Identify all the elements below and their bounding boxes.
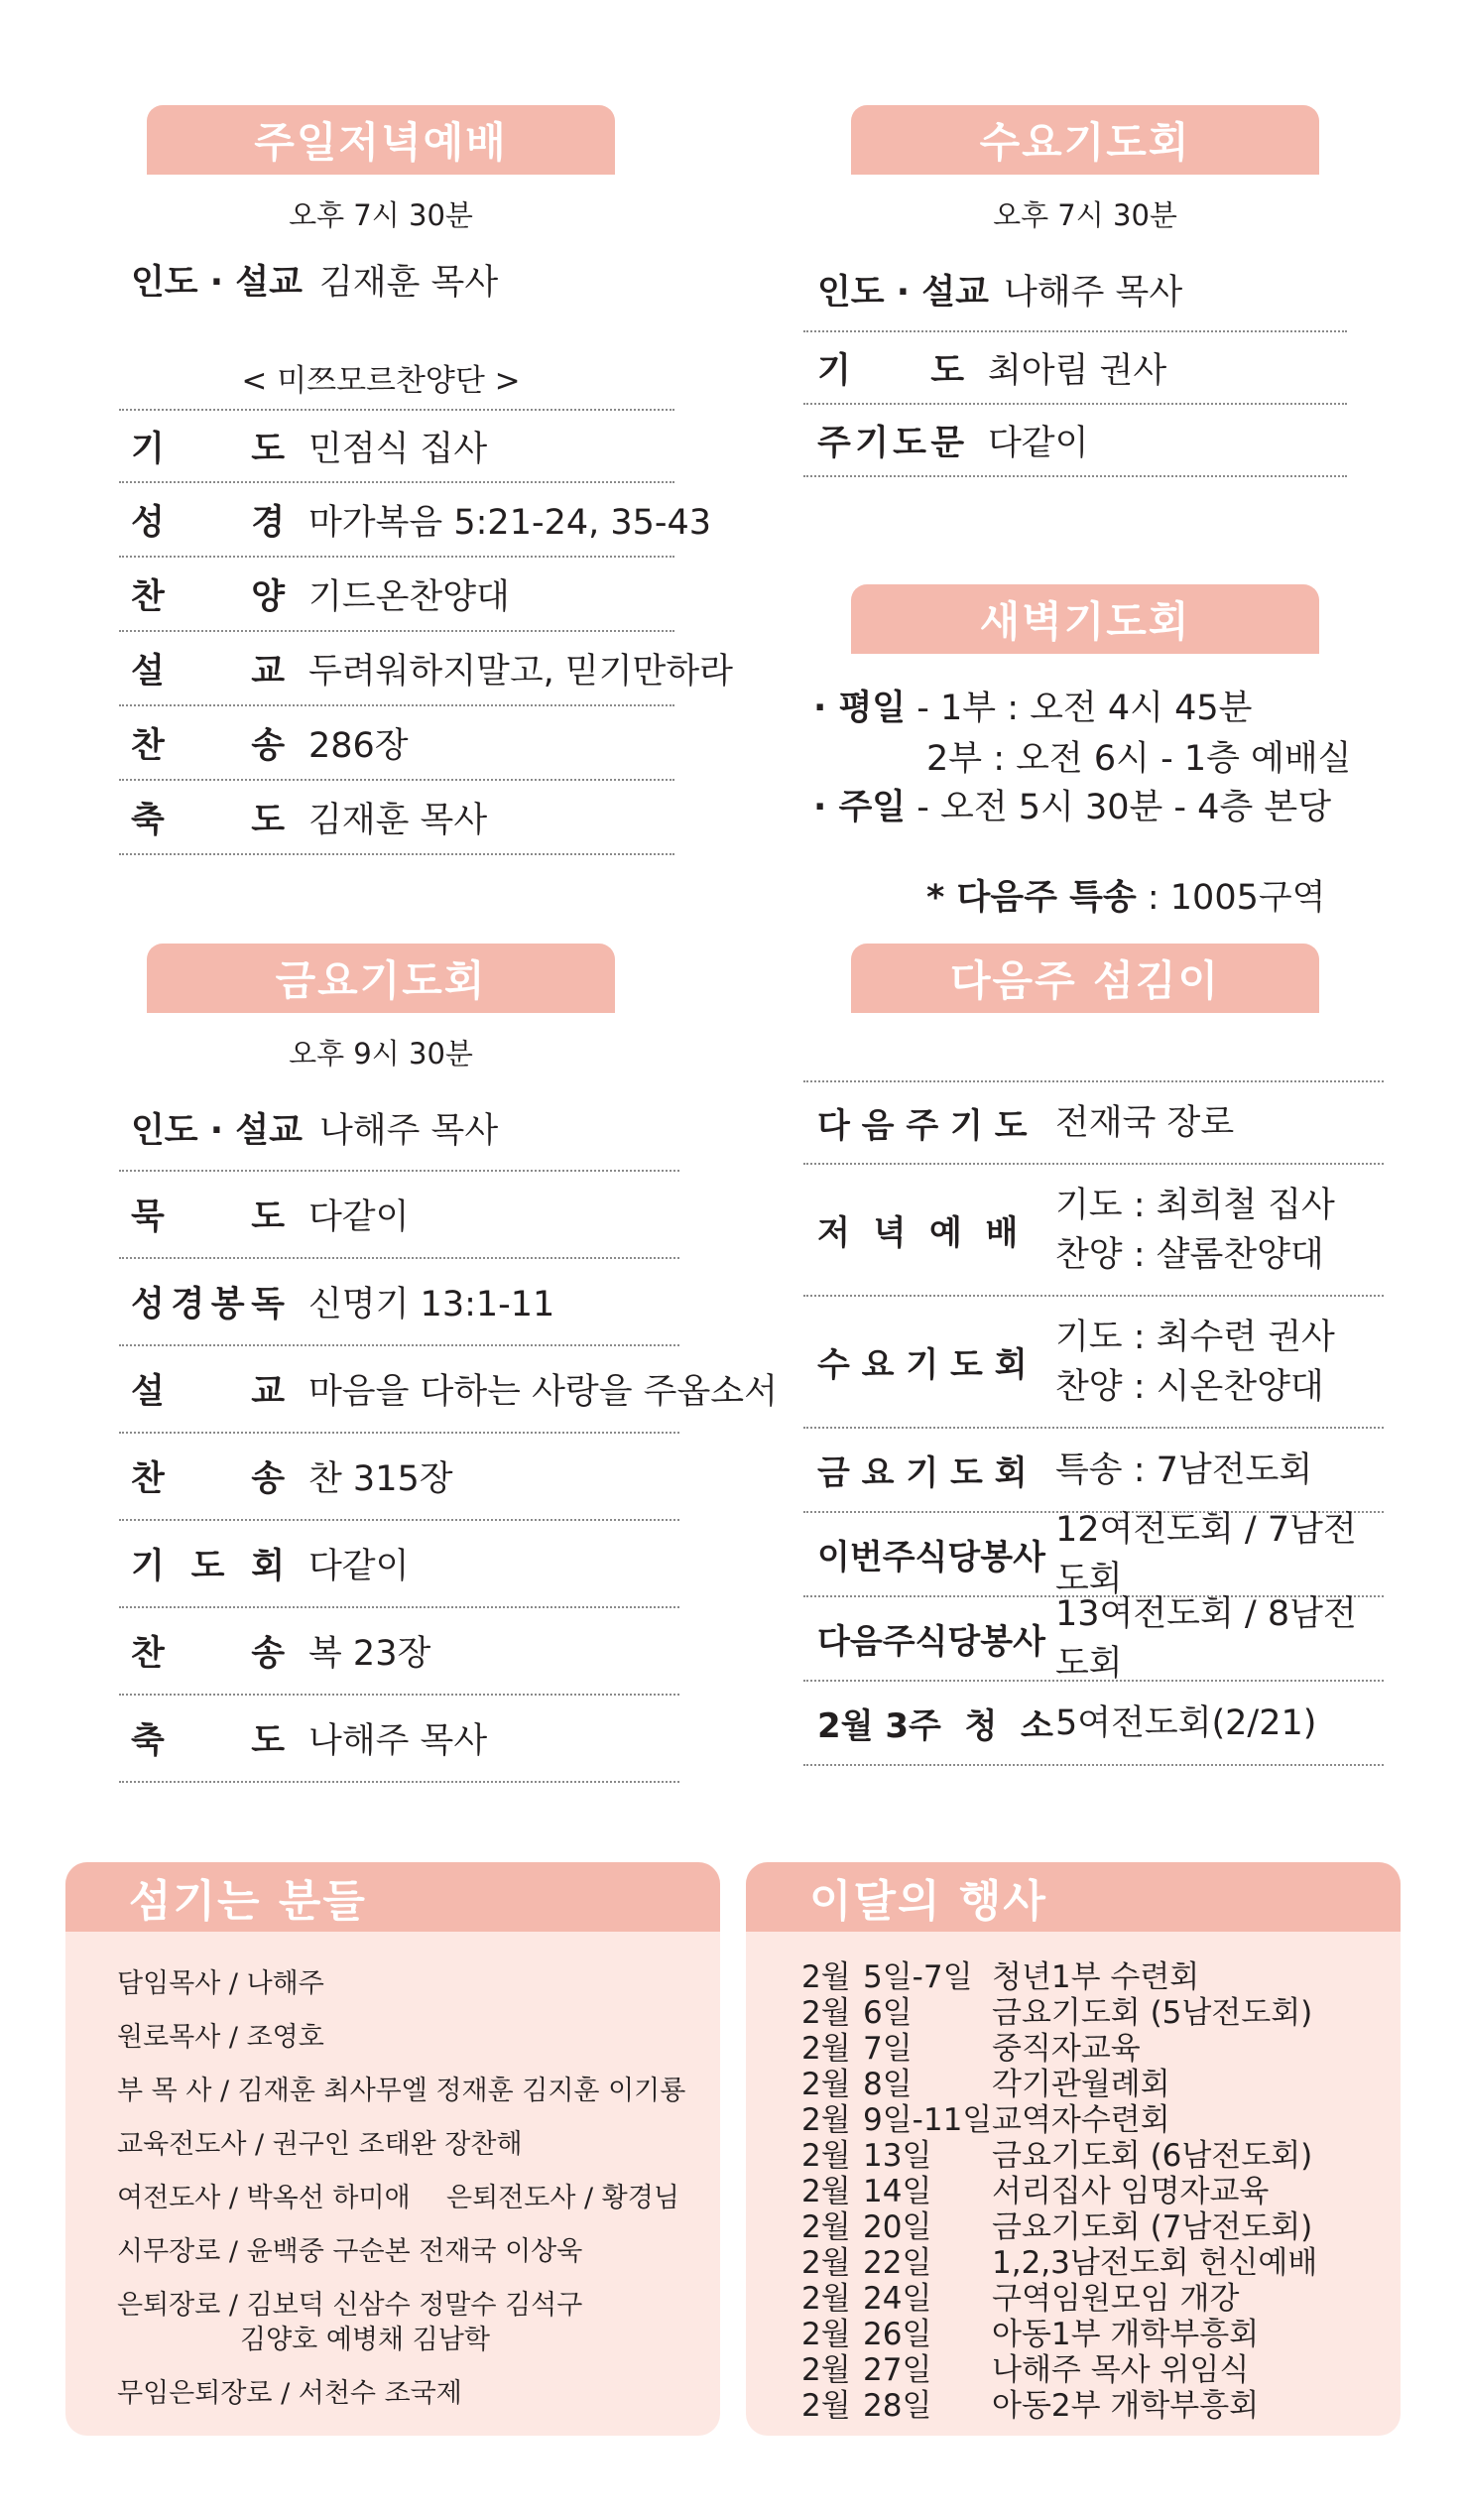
wednesday-leader-row	[803, 248, 1347, 332]
staff-female-evangelist: 여전도사 / 박옥선 하미애	[117, 2183, 411, 2213]
event-day: 13일	[863, 2138, 932, 2174]
event-item	[801, 2138, 1312, 2174]
event-day: 20일	[863, 2209, 932, 2245]
row-label	[119, 1539, 285, 1588]
row-label-char: 기	[131, 1547, 165, 1586]
friday-row	[119, 1696, 679, 1783]
row-value	[1055, 1446, 1312, 1495]
dawn-special	[926, 870, 1326, 920]
row-value-line: 13여전도회 / 8남전도회	[1055, 1593, 1357, 1684]
row-label	[119, 1364, 285, 1414]
sunday-evening-row	[119, 706, 674, 781]
staff-retired-elders-2: 김양호 예병채 김남학	[240, 2325, 490, 2355]
row-value-line: 기도 : 최희철 집사	[1055, 1185, 1335, 1225]
sunday-evening-row	[119, 558, 674, 632]
dawn-sunday	[813, 780, 1331, 829]
event-title: 금요기도회 (7남전도회)	[992, 2209, 1313, 2245]
friday-header: 금요기도회	[147, 944, 615, 1013]
row-value-line: 12여전도회 / 7남전도회	[1055, 1509, 1357, 1599]
row-label-char: 봉	[210, 1285, 245, 1324]
leader-value: 김재훈 목사	[319, 263, 499, 303]
row-label	[119, 793, 285, 842]
event-title: 금요기도회 (5남전도회)	[992, 1995, 1313, 2031]
dawn-weekday	[813, 681, 1252, 730]
leader-label: 인도 · 설교	[131, 1111, 303, 1151]
sunday-evening-row	[119, 409, 674, 483]
row-label-char: 성	[131, 502, 165, 543]
row-label	[119, 1713, 285, 1763]
staff-retired-evangelist: 은퇴전도사 / 황경님	[446, 2183, 679, 2213]
event-title: 각기관월례회	[992, 2067, 1170, 2102]
row-value: 마음을 다하는 사랑을 주옵소서	[308, 1372, 778, 1412]
event-item	[801, 2317, 1259, 2352]
friday-row	[119, 1172, 679, 1259]
row-value	[1055, 1313, 1335, 1412]
event-item	[801, 2174, 1269, 2209]
event-day: 22일	[863, 2245, 932, 2281]
row-label-char: 송	[251, 725, 285, 766]
event-item	[801, 2102, 1170, 2138]
events-header: 이달의 행사	[746, 1862, 1401, 1932]
row-value-line: 찬양 : 샬롬찬양대	[1055, 1234, 1324, 1275]
row-label-char: 찬	[131, 1634, 165, 1674]
row-label-char: 도	[251, 1721, 285, 1761]
row-value: 민점식 집사	[308, 429, 488, 469]
event-day: 9일-11일	[863, 2102, 993, 2138]
dawn-special-label: * 다음주 특송	[926, 878, 1137, 918]
sunday-evening-row	[119, 632, 733, 706]
row-value-line: 전재국 장로	[1055, 1102, 1235, 1143]
friday-row	[119, 1608, 679, 1696]
event-day: 6일	[863, 1995, 913, 2031]
sunday-evening-leader-row	[119, 250, 674, 310]
row-value: 김재훈 목사	[308, 800, 488, 840]
row-label-char: 찬	[131, 1459, 165, 1499]
staff-education: 교육전도사 / 권구인 조태완 장찬해	[117, 2129, 523, 2160]
event-month: 2월	[801, 2388, 851, 2424]
row-label-char: 묵	[131, 1197, 165, 1237]
row-value: 복 23장	[308, 1634, 431, 1674]
row-value: 두려워하지말고, 믿기만하라	[308, 651, 733, 692]
dawn-weekday-2: 2부 : 오전 6시 - 1층 예배실	[926, 739, 1352, 779]
event-title: 나해주 목사 위임식	[992, 2352, 1250, 2388]
next-week-header: 다음주 섬김이	[851, 944, 1319, 1013]
row-label	[119, 422, 285, 471]
staff-associate: 부 목 사 / 김재훈 최사무엘 정재훈 김지훈 이기룡	[117, 2076, 686, 2106]
event-day: 14일	[863, 2174, 932, 2209]
event-item	[801, 2388, 1259, 2424]
row-value-line: 기도 : 최수련 권사	[1055, 1317, 1335, 1357]
leader-value: 나해주 목사	[1004, 272, 1183, 313]
row-label-char: 도	[893, 423, 926, 463]
row-label-char: 주	[817, 423, 851, 463]
row-value-line: 찬양 : 시온찬양대	[1055, 1366, 1324, 1407]
row-label: 다 음 주 기 도	[817, 1106, 1028, 1146]
row-label-char: 도	[190, 1547, 225, 1586]
row-label	[803, 416, 964, 465]
event-title: 구역임원모임 개강	[992, 2281, 1240, 2317]
sunday-evening-choir: < 미쯔모르찬양단 >	[241, 363, 521, 399]
next-week-row	[803, 1509, 1384, 1599]
leader-label: 인도 · 설교	[131, 263, 303, 303]
next-week-row	[803, 1593, 1384, 1684]
staff-emeritus-pastor: 원로목사 / 조영호	[117, 2022, 324, 2053]
row-label-char: 기	[817, 350, 851, 391]
row-label-char: 경	[251, 502, 285, 543]
row-label: 수 요 기 도 회	[817, 1345, 1028, 1385]
row-label	[119, 569, 285, 619]
row-label-char: 회	[251, 1547, 285, 1586]
dawn-weekday-label: · 평일	[813, 689, 907, 728]
event-item	[801, 2352, 1249, 2388]
row-label: 이번주식당봉사	[817, 1538, 1045, 1577]
event-title: 교역자수련회	[992, 2102, 1170, 2138]
sunday-evening-time: 오후 7시 30분	[289, 198, 473, 232]
event-day: 5일-7일	[863, 1959, 973, 1995]
event-day: 8일	[863, 2067, 913, 2102]
row-label-char: 문	[930, 423, 964, 463]
row-label	[119, 1190, 285, 1239]
dawn-header: 새벽기도회	[851, 584, 1319, 654]
row-value: 기드온찬양대	[308, 576, 510, 617]
event-day: 27일	[863, 2352, 932, 2388]
row-label-char: 도	[251, 1197, 285, 1237]
wednesday-row	[803, 405, 1347, 477]
row-value	[1055, 1589, 1384, 1689]
row-label-char: 성	[131, 1285, 165, 1324]
next-week-row	[803, 1080, 1384, 1165]
row-label: 저 녁 예 배	[817, 1213, 1019, 1253]
dawn-special-value: : 1005구역	[1147, 878, 1326, 918]
row-label-char: 교	[251, 1372, 285, 1412]
row-label-char: 송	[251, 1634, 285, 1674]
event-day: 26일	[863, 2317, 932, 2352]
row-value: 다같이	[988, 423, 1089, 463]
event-item	[801, 1995, 1312, 2031]
row-value: 신명기 13:1-11	[308, 1285, 555, 1324]
event-day: 24일	[863, 2281, 932, 2317]
event-month: 2월	[801, 2245, 851, 2281]
event-item	[801, 2281, 1239, 2317]
staff-elders: 시무장로 / 윤백중 구순본 전재국 이상욱	[117, 2236, 583, 2267]
row-value: 나해주 목사	[308, 1721, 488, 1761]
wednesday-row	[803, 332, 1347, 405]
event-title: 아동2부 개학부흥회	[992, 2388, 1260, 2424]
event-title: 아동1부 개학부흥회	[992, 2317, 1260, 2352]
row-label-char: 교	[251, 651, 285, 692]
event-month: 2월	[801, 1959, 851, 1995]
row-value: 286장	[308, 725, 409, 766]
row-label: 2월 3주 청 소	[817, 1706, 1053, 1746]
next-week-row	[803, 1165, 1384, 1297]
leader-label: 인도 · 설교	[817, 272, 989, 313]
row-label-char: 독	[251, 1285, 285, 1324]
row-value: 찬 315장	[308, 1459, 453, 1499]
row-value: 마가복음 5:21-24, 35-43	[308, 502, 712, 543]
row-label: 다음주식당봉사	[817, 1622, 1045, 1662]
row-label	[803, 343, 964, 393]
friday-row	[119, 1346, 778, 1434]
event-title: 청년1부 수련회	[992, 1959, 1200, 1995]
next-week-row	[803, 1297, 1384, 1429]
event-month: 2월	[801, 2102, 851, 2138]
event-item	[801, 1959, 1199, 1995]
leader-value: 나해주 목사	[319, 1111, 499, 1151]
row-label-char: 축	[131, 1721, 165, 1761]
row-value	[1055, 1181, 1335, 1280]
row-label-char: 송	[251, 1459, 285, 1499]
event-title: 서리집사 임명자교육	[992, 2174, 1270, 2209]
staff-retired-elders: 은퇴장로 / 김보덕 신삼수 정말수 김석구	[117, 2290, 583, 2321]
event-month: 2월	[801, 2174, 851, 2209]
friday-row	[119, 1521, 679, 1608]
event-month: 2월	[801, 1995, 851, 2031]
row-label	[119, 718, 285, 768]
row-label-char: 축	[131, 800, 165, 840]
sunday-evening-row	[119, 781, 674, 855]
friday-time: 오후 9시 30분	[289, 1037, 473, 1071]
friday-row	[119, 1259, 679, 1346]
next-week-row	[803, 1429, 1384, 1513]
event-month: 2월	[801, 2317, 851, 2352]
staff-header: 섬기는 분들	[65, 1862, 720, 1932]
event-title: 중직자교육	[992, 2031, 1141, 2067]
next-week-row	[803, 1682, 1384, 1766]
wednesday-time: 오후 7시 30분	[993, 198, 1177, 232]
row-value: 다같이	[308, 1197, 410, 1237]
row-label-char: 기	[131, 429, 165, 469]
row-label-char: 기	[855, 423, 889, 463]
sunday-evening-row	[119, 483, 712, 558]
event-title: 금요기도회 (6남전도회)	[992, 2138, 1313, 2174]
event-month: 2월	[801, 2281, 851, 2317]
event-title: 1,2,3남전도회 헌신예배	[992, 2245, 1318, 2281]
row-value-line: 5여전도회(2/21)	[1055, 1702, 1317, 1743]
event-month: 2월	[801, 2031, 851, 2067]
event-month: 2월	[801, 2138, 851, 2174]
staff-senior: 담임목사 / 나해주	[117, 1968, 324, 1999]
event-day: 7일	[863, 2031, 913, 2067]
row-label-char: 설	[131, 1372, 165, 1412]
row-label-char: 도	[930, 350, 964, 391]
row-label	[119, 1277, 285, 1326]
event-item	[801, 2031, 1141, 2067]
dawn-sunday-value: - 오전 5시 30분 - 4층 본당	[916, 788, 1332, 827]
event-month: 2월	[801, 2352, 851, 2388]
sunday-evening-header: 주일저녁예배	[147, 105, 615, 175]
friday-leader-row	[119, 1086, 679, 1172]
dawn-sunday-label: · 주일	[813, 788, 907, 827]
row-label: 금 요 기 도 회	[817, 1453, 1028, 1493]
row-label-char: 도	[251, 429, 285, 469]
row-value: 최아림 권사	[988, 350, 1167, 391]
row-label	[119, 1451, 285, 1501]
event-item	[801, 2245, 1317, 2281]
event-month: 2월	[801, 2067, 851, 2102]
event-item	[801, 2209, 1312, 2245]
row-value	[1055, 1098, 1234, 1148]
row-label	[119, 644, 285, 693]
row-label	[119, 495, 285, 545]
event-month: 2월	[801, 2209, 851, 2245]
row-label-char: 찬	[131, 576, 165, 617]
event-day: 28일	[863, 2388, 932, 2424]
staff-unassigned-elders: 무임은퇴장로 / 서천수 조국제	[117, 2378, 462, 2409]
row-value-line: 특송 : 7남전도회	[1055, 1449, 1313, 1490]
row-label-char: 경	[171, 1285, 205, 1324]
row-value	[1055, 1699, 1316, 1748]
dawn-weekday-1: - 1부 : 오전 4시 45분	[916, 689, 1253, 728]
row-label-char: 도	[251, 800, 285, 840]
friday-row	[119, 1434, 679, 1521]
row-label-char: 양	[251, 576, 285, 617]
wednesday-header: 수요기도회	[851, 105, 1319, 175]
row-label	[119, 1626, 285, 1676]
row-value: 다같이	[308, 1547, 410, 1586]
row-label-char: 찬	[131, 725, 165, 766]
event-item	[801, 2067, 1170, 2102]
row-label-char: 설	[131, 651, 165, 692]
